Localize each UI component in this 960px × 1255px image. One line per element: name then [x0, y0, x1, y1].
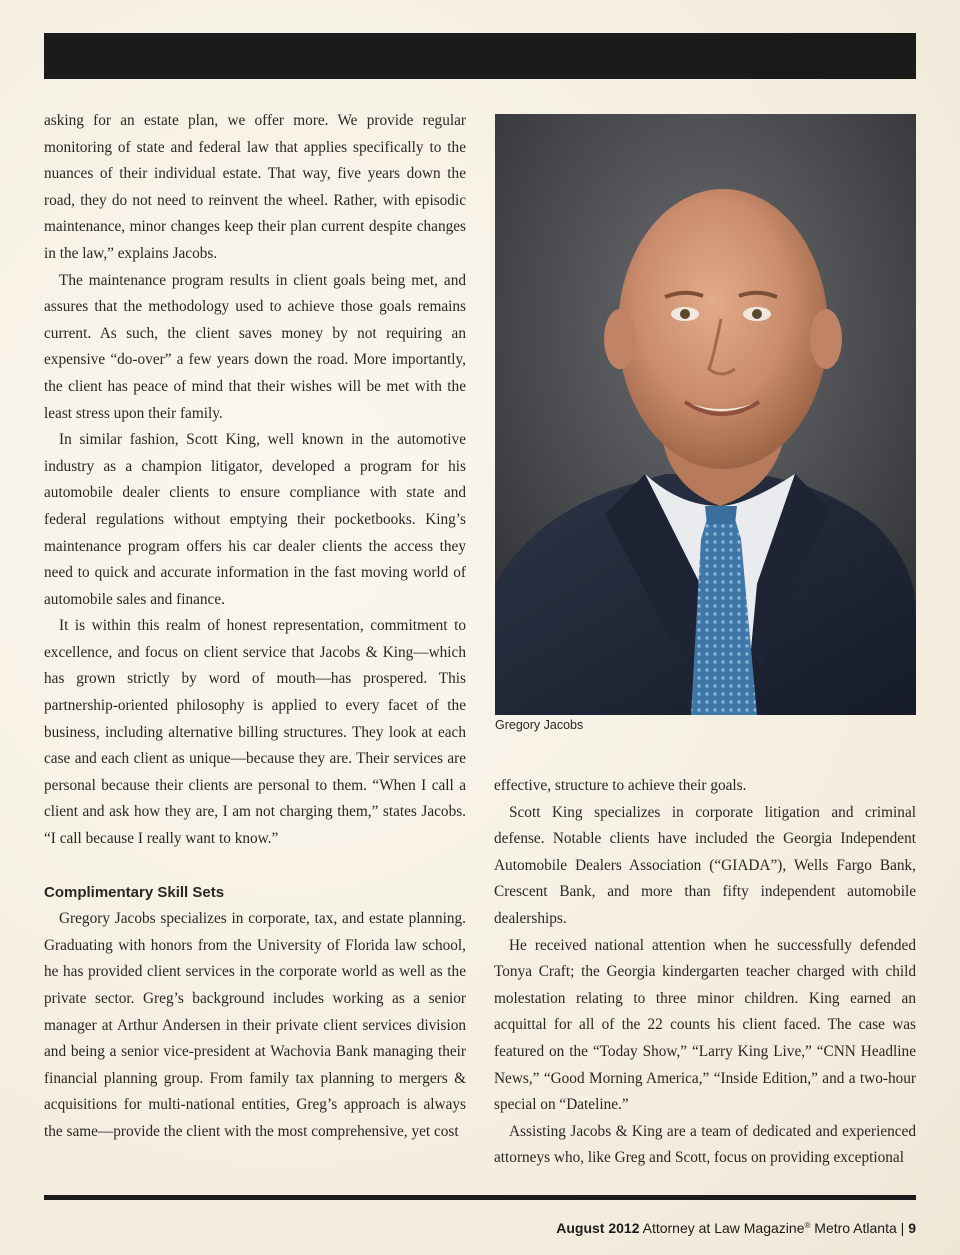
paragraph: Gregory Jacobs specializes in corporate, tax, and estate planning. Graduating with honors from the University of Florida law school, he has provided client services in the corporate world as well as the private sector. Greg’s background includes working as a senior manager at Arthur Andersen in their private client services division and being a senior vice-president at Wachovia Bank managing their financial planning group. From family tax planning to mergers & acquisitions for multi-national entities, Greg’s approach is always the same—provide the client with the most comprehensive, yet cost: [44, 910, 466, 1140]
paragraph: In similar fashion, Scott King, well known in the automotive industry as a champion litigator, developed a program for his automobile dealer clients to ensure compliance with state and federal regulations without emptying their pocketbooks. King’s maintenance program offers his car dealer clients the access they need to quick and accurate information in the fast moving world of automobile sales and finance.: [44, 431, 466, 608]
paragraph: effective, structure to achieve their goals.: [494, 777, 747, 794]
paragraph: Assisting Jacobs & King are a team of dedicated and experienced attorneys who, like Greg and Scott, focus on providing exceptional: [494, 1122, 916, 1167]
paragraph: Scott King specializes in corporate litigation and criminal defense. Notable clients have included the Georgia Independent Automobile Dealers Association (“GIADA”), Wells Fargo Bank, Crescent Bank, and more than fifty independent automobile dealerships.: [494, 803, 916, 927]
footer-issue: August 2012: [556, 1220, 640, 1236]
footer-rule: [44, 1195, 916, 1200]
paragraph: asking for an estate plan, we offer more. We provide regular monitoring of state and federal law that applies specifically to the nuances of their individual estate. That way, five years down the road, they do not need to reinvent the wheel. Rather, with episodic maintenance, minor changes keep their plan current despite changes in the law,” explains Jacobs.: [44, 112, 466, 262]
registered-mark: ®: [804, 1221, 811, 1230]
page-number: 9: [908, 1220, 916, 1236]
header-bar: [44, 33, 916, 79]
right-column: [494, 773, 916, 1172]
footer-magazine: Attorney at Law Magazine: [642, 1220, 805, 1236]
page-footer: [556, 1220, 916, 1236]
paragraph: The maintenance program results in client goals being met, and assures that the methodology used to achieve those goals remains current. As such, the client saves money by not requiring an expensive “do-over” a few years down the road. More importantly, the client has peace of mind that their wishes will be met with the least stress upon their family.: [44, 271, 466, 422]
footer-edition: Metro Atlanta: [814, 1220, 897, 1236]
photo-caption: Gregory Jacobs: [495, 718, 584, 732]
footer-separator: |: [900, 1220, 905, 1236]
portrait-photo: [495, 114, 916, 715]
paragraph: It is within this realm of honest representation, commitment to excellence, and focus on client service that Jacobs & King—which has grown strictly by word of mouth—has prospered. This partnership-oriented philosophy is applied to every facet of the business, including alternative billing structures. They look at each case and each client as unique—because they are. Their services are personal because their clients are personal to them. “When I call a client and ask how they are, I am not charging them,” states Jacobs. “I call because I really want to know.”: [44, 617, 466, 848]
section-heading: Complimentary Skill Sets: [44, 883, 225, 901]
left-column: [44, 108, 466, 1146]
paragraph: He received national attention when he successfully defended Tonya Craft; the Georgia kindergarten teacher charged with child molestation relating to three minor children. King earned an acquittal for all of the 22 counts his client faced. The case was featured on the “Today Show,” “Larry King Live,” “CNN Headline News,” “Good Morning America,” “Inside Edition,” and a two-hour special on “Dateline.”: [494, 936, 916, 1114]
